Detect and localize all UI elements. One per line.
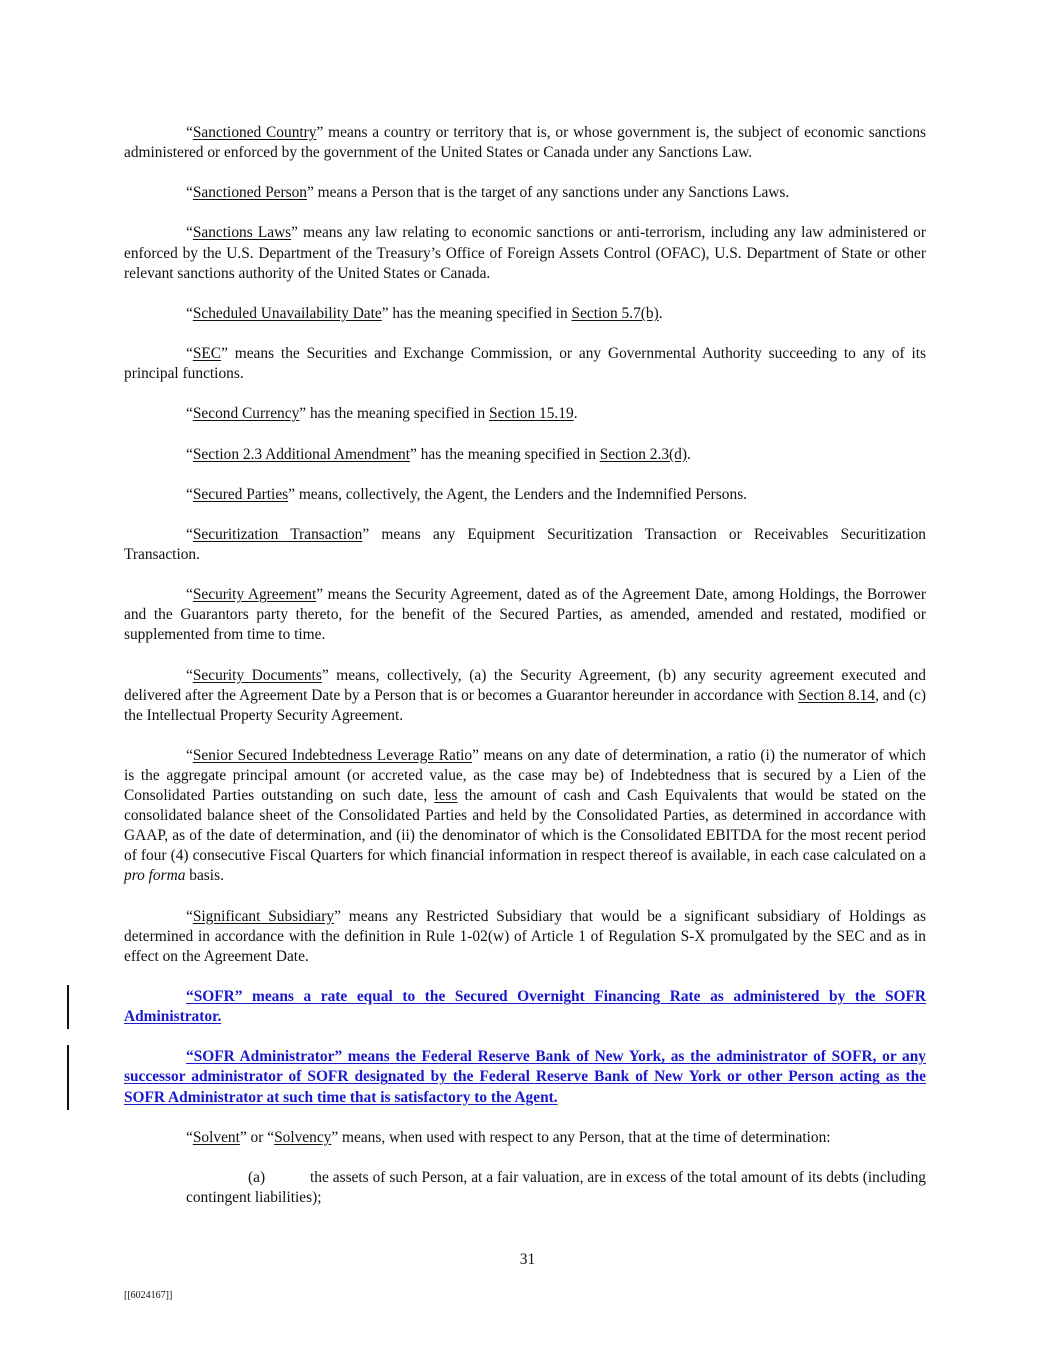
document-id: [[6024167]] <box>124 1290 173 1301</box>
change-bar-sofr-administrator <box>67 1045 69 1109</box>
emphasis-pro-forma: pro forma <box>124 867 186 885</box>
defined-term: Solvent <box>192 1128 240 1146</box>
section-reference: Section 2.3(d) <box>599 445 687 463</box>
defined-term: Sanctions Laws <box>192 224 292 242</box>
revision-insert-sofr-administrator: “SOFR Administrator” means the Federal Reserve Bank of New York, as the administrator of SOFR, or any successor administrator of SOFR designated by the Federal Reserve Bank of New York or other Person acting as the SOFR Administrator at such time that is satisfactory to the Agent. <box>124 1048 926 1106</box>
revision-insert-sofr: “SOFR” means a rate equal to the Secured Overnight Financing Rate as administered by the SOFR Administrator. <box>124 988 926 1026</box>
emphasis-less: less <box>434 787 458 805</box>
change-bar-sofr <box>67 985 69 1029</box>
defined-term: Section 2.3 Additional Amendment <box>192 445 411 463</box>
definition-secured-parties: “Secured Parties” means, collectively, the Agent, the Lenders and the Indemnified Persons. <box>186 485 748 503</box>
defined-term: Second Currency <box>192 405 300 423</box>
clause-a: (a) the assets of such Person, at a fair valuation, are in excess of the total amount of its debts (including contingent liabilities); <box>186 1168 926 1206</box>
defined-term: Solvency <box>274 1128 332 1146</box>
definition-scheduled-unavailability-date: “Scheduled Unavailability Date” has the meaning specified in Section 5.7(b). <box>186 304 663 322</box>
definition-solvent: “Solvent” or “Solvency” means, when used with respect to any Person, that at the time of determination: <box>186 1128 831 1146</box>
definition-sanctioned-country: “Sanctioned Country” means a country or territory that is, or whose government is, the subject of economic sanctions administered or enforced by the government of the United States or Canada under any Sanctions Law. <box>124 124 926 162</box>
definition-section-2-3-additional-amendment: “Section 2.3 Additional Amendment” has the meaning specified in Section 2.3(d). <box>186 445 691 463</box>
definition-security-agreement: “Security Agreement” means the Security Agreement, dated as of the Agreement Date, among Holdings, the Borrower and the Guarantors party thereto, for the benefit of the Secured Parties, as amended, amended and restated, modified or supplemented from time to time. <box>124 586 926 644</box>
definition-sanctions-laws: “Sanctions Laws” means any law relating to economic sanctions or anti-terrorism, including any law administered or enforced by the U.S. Department of the Treasury’s Office of Foreign Assets Control (OFAC), U.S. Department of State or other relevant sanctions authority of the United States or Canada. <box>124 224 926 282</box>
section-reference: Section 8.14 <box>798 686 876 704</box>
clause-label: (a) <box>248 1168 266 1186</box>
definition-security-documents: “Security Documents” means, collectively, (a) the Security Agreement, (b) any security agreement executed and delivered after the Agreement Date by a Person that is or becomes a Guarantor hereunder in accordance with Section 8.14, and (c) the Intellectual Property Security Agreement. <box>124 666 926 724</box>
defined-term: Security Documents <box>192 666 322 684</box>
definition-sec: “SEC” means the Securities and Exchange Commission, or any Governmental Authority succeeding to any of its principal functions. <box>124 345 926 383</box>
defined-term: Sanctioned Country <box>192 124 317 141</box>
defined-term: SEC <box>192 345 222 363</box>
definition-second-currency: “Second Currency” has the meaning specified in Section 15.19. <box>186 405 578 423</box>
section-reference: Section 5.7(b) <box>571 304 659 322</box>
definition-significant-subsidiary: “Significant Subsidiary” means any Restricted Subsidiary that would be a significant subsidiary of Holdings as determined in accordance with the definition in Rule 1-02(w) of Article 1 of Regulation S-X promulgated by the SEC and as in effect on the Agreement Date. <box>124 907 926 965</box>
definition-sanctioned-person: “Sanctioned Person” means a Person that is the target of any sanctions under any Sanctions Laws. <box>186 184 790 202</box>
definition-senior-secured-indebtedness-leverage-ratio: “Senior Secured Indebtedness Leverage Ratio” means on any date of determination, a ratio (i) the numerator of which is the aggregate principal amount (or accreted value, as the case may be) of Indebtedness that is secured by a Lien of the Consolidated Parties outstanding on such date, less the amount of cash and Cash Equivalents that would be stated on the consolidated balance sheet of the Consolidated Parties and held by the Consolidated Parties, as determined in accordance with GAAP, as of the date of determination, and (ii) the denominator of which is the Consolidated EBITDA for the most recent period of four (4) consecutive Fiscal Quarters for which financial information in respect thereof is available, in each case calculated on a pro forma basis. <box>124 746 926 885</box>
defined-term: Secured Parties <box>192 485 289 503</box>
page-number: 31 <box>519 1251 536 1268</box>
defined-term: Scheduled Unavailability Date <box>192 304 382 322</box>
defined-term: Security Agreement <box>192 586 317 604</box>
defined-term: Significant Subsidiary <box>192 907 335 925</box>
defined-term: Senior Secured Indebtedness Leverage Ratio <box>192 746 473 764</box>
defined-term: Securitization Transaction <box>192 525 363 543</box>
defined-term: Sanctioned Person <box>192 184 307 202</box>
document-body <box>124 123 926 1228</box>
section-reference: Section 15.19 <box>489 405 574 423</box>
definition-securitization-transaction: “Securitization Transaction” means any Equipment Securitization Transaction or Receivables Securitization Transaction. <box>124 525 927 563</box>
